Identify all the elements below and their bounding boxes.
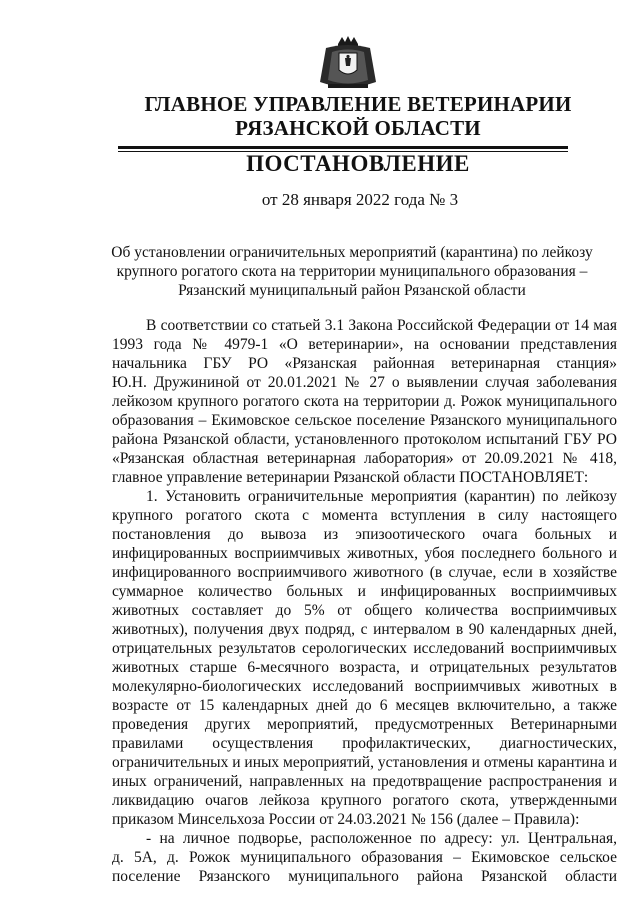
- body-line: животных составляет до 5% от общего количества восприимчивых: [112, 602, 617, 619]
- body-line: района Рязанской области, установленного протоколом испытаний ГБУ РО: [112, 431, 617, 448]
- body-line: крупного рогатого скота с момента вступления в силу настоящего: [112, 507, 617, 524]
- body-line: инфицированного восприимчивого животного (в случае, если в хозяйстве: [112, 564, 617, 581]
- body-line: главное управление ветеринарии Рязанской области ПОСТАНОВЛЯЕТ:: [112, 469, 589, 486]
- coat-of-arms-icon: [312, 34, 384, 94]
- body-line: приказом Минсельхоза России от 24.03.2021 № 156 (далее – Правила):: [112, 811, 580, 828]
- body-line: «Рязанская областная ветеринарная лаборатория» от 20.09.2021 № 418,: [112, 450, 617, 467]
- body-line: образования – Екимовское сельское поселение Рязанского муниципального: [112, 412, 617, 429]
- body-line: животных старше 6-месячного возраста, и отрицательных результатов: [112, 659, 617, 676]
- header-divider-thick: [118, 146, 568, 149]
- body-line: ограничительных и иных мероприятий, установления и отмены карантина и: [112, 754, 617, 771]
- body-line: лейкозом крупного рогатого скота на территории д. Рожок муниципального: [112, 393, 617, 410]
- body-line: молекулярно-биологических исследований восприимчивых животных в: [112, 678, 617, 695]
- agency-name-line2: РЯЗАНСКОЙ ОБЛАСТИ: [235, 116, 481, 140]
- body-line: инфицированных восприимчивых животных, убоя последнего больного и: [112, 545, 617, 562]
- body-line: отрицательных результатов серологических исследований восприимчивых: [112, 640, 617, 657]
- agency-name-line1: ГЛАВНОЕ УПРАВЛЕНИЕ ВЕТЕРИНАРИИ: [144, 92, 572, 116]
- body-line: 1993 года № 4979-1 «О ветеринарии», на основании представления: [112, 336, 617, 353]
- body-line: В соответствии со статьей 3.1 Закона Российской Федерации от 14 мая: [146, 317, 617, 334]
- document-type: ПОСТАНОВЛЕНИЕ: [246, 151, 470, 176]
- subject-line: Рязанский муниципальный район Рязанской области: [178, 282, 526, 299]
- body-line: начальника ГБУ РО «Рязанская районная ветеринарная станция»: [112, 355, 617, 372]
- subject-line: Об установлении ограничительных мероприятий (карантина) по лейкозу: [111, 244, 593, 261]
- body-line: правилами осуществления профилактических, диагностических,: [112, 735, 617, 752]
- body-line: постановления до вывоза из эпизоотического очага больных и: [112, 526, 617, 543]
- body-line: Ю.Н. Дружининой от 20.01.2021 № 27 о выявлении случая заболевания: [112, 374, 617, 391]
- document-date-number: от 28 января 2022 года № 3: [261, 190, 459, 209]
- body-line: возрасте от 15 календарных дней до 6 месяцев включительно, а также: [112, 697, 617, 714]
- body-line: животных), получения двух подряд, с интервалом в 90 календарных дней,: [112, 621, 617, 638]
- body-line: поселение Рязанского муниципального района Рязанской области: [112, 868, 617, 885]
- document-subject: [92, 243, 612, 300]
- body-line: д. 5А, д. Рожок муниципального образования – Екимовское сельское: [112, 849, 617, 866]
- body-line: иных ограничений, направленных на предотвращение распространения и: [112, 773, 617, 790]
- body-line: 1. Установить ограничительные мероприятия (карантин) по лейкозу: [146, 488, 617, 505]
- body-line: суммарное количество больных и инфицированных восприимчивых: [112, 583, 617, 600]
- body-line: ликвидацию очагов лейкоза крупного рогатого скота, утвержденными: [112, 792, 617, 809]
- body-line: - на личное подворье, расположенное по адресу: ул. Центральная,: [146, 830, 617, 847]
- subject-line: крупного рогатого скота на территории муниципального образования –: [116, 263, 588, 280]
- body-line: проведения других мероприятий, предусмотренных Ветеринарными: [112, 716, 617, 733]
